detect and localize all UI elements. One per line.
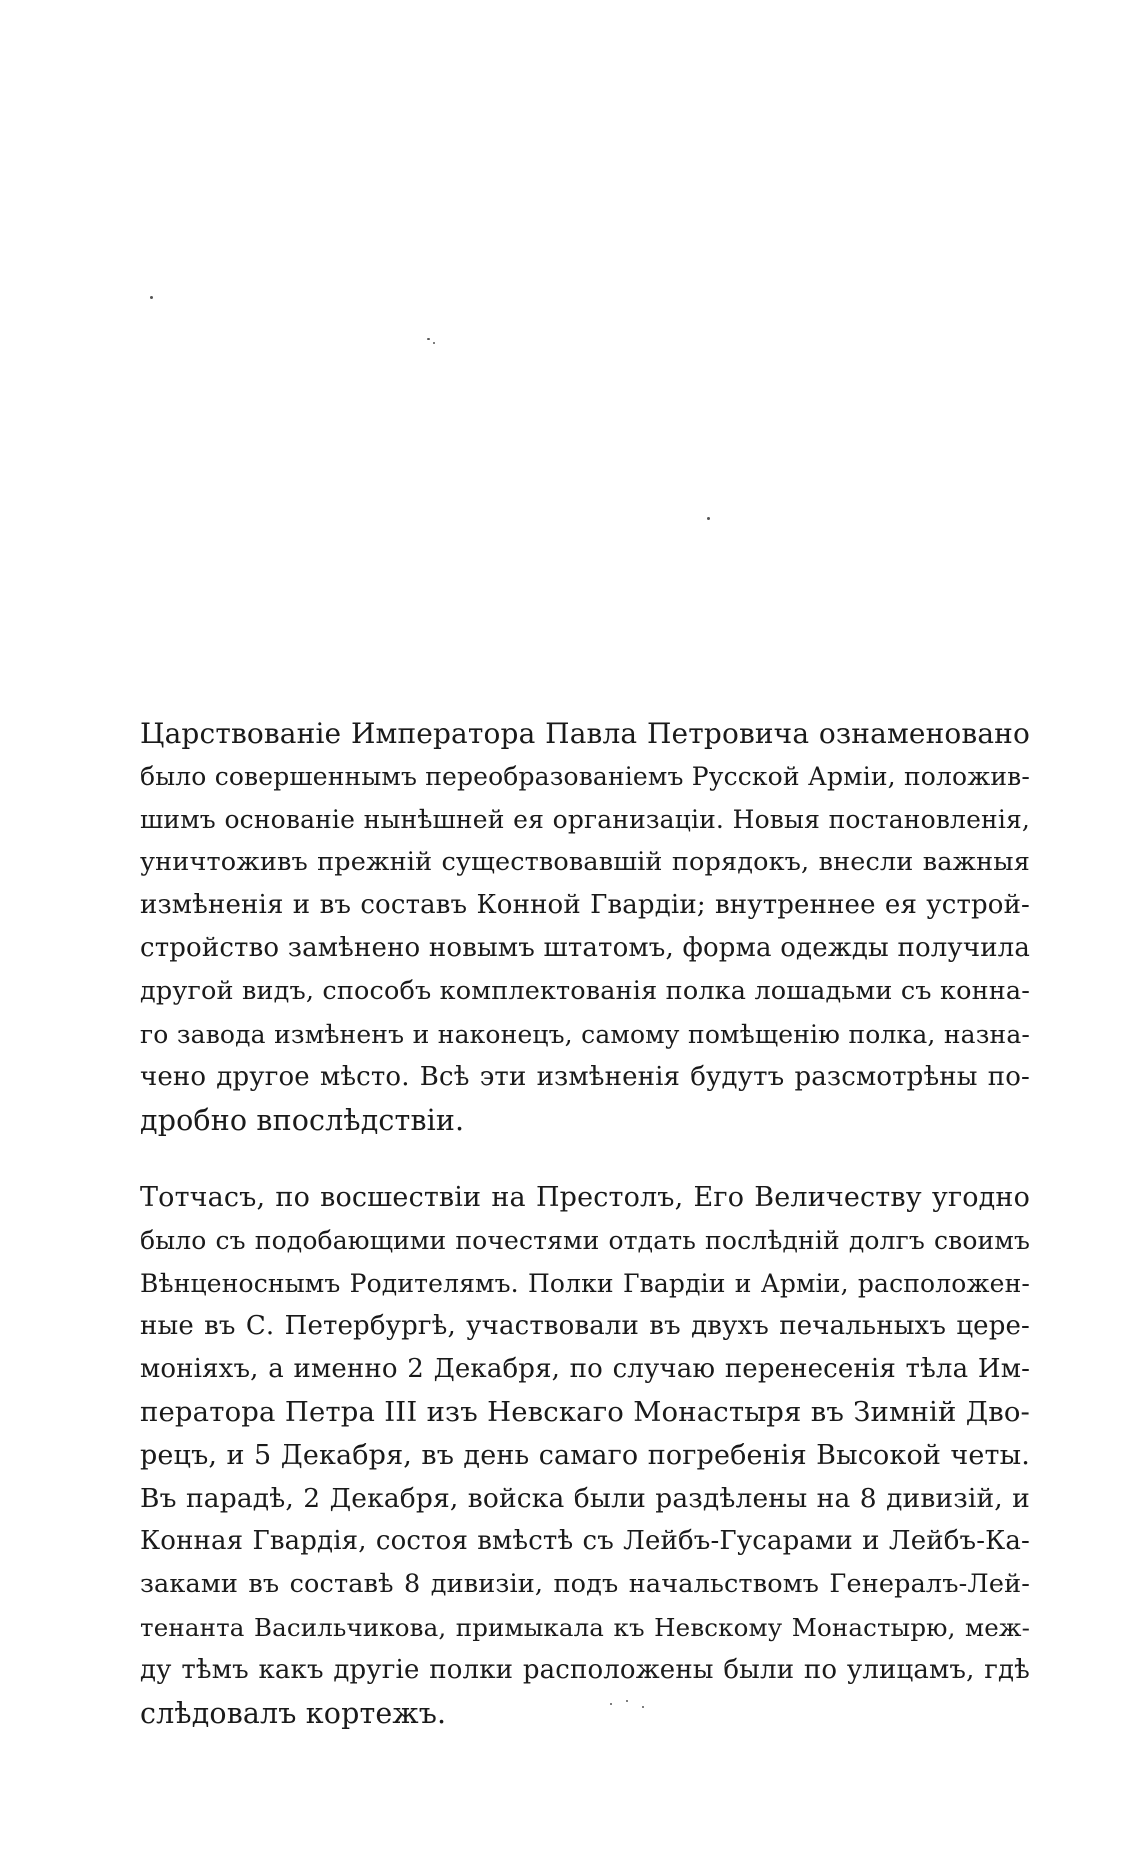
text-line: моніяхъ, а именно 2 Декабря, по случаю перенесенія тѣла Им- <box>140 1354 1030 1384</box>
text-line: тенанта Васильчикова, примыкала къ Невскому Монастырю, меж- <box>140 1613 1030 1642</box>
text-line: слѣдовалъ кортежъ. <box>140 1697 447 1730</box>
body-text <box>140 712 1030 1735</box>
text-line: ду тѣмъ какъ другіе полки расположены были по улицамъ, гдѣ <box>140 1655 1030 1685</box>
scan-speck <box>707 517 710 520</box>
text-line: было совершеннымъ переобразованіемъ Русской Арміи, положив- <box>140 762 1030 791</box>
text-line: другой видъ, способъ комплектованія полка лошадьми съ конна- <box>140 976 1030 1006</box>
text-line: ные въ С. Петербургѣ, участвовали въ двухъ печальныхъ цере- <box>140 1311 1030 1341</box>
text-line: было съ подобающими почестями отдать послѣдній долгъ своимъ <box>140 1226 1030 1255</box>
text-line: уничтоживъ прежній существовавшій порядокъ, внесли важныя <box>140 847 1030 877</box>
scan-speck <box>433 342 435 344</box>
text-line: стройство замѣнено новымъ штатомъ, форма одежды получила <box>140 933 1030 963</box>
scan-speck <box>427 338 430 340</box>
text-line: измѣненія и въ составъ Конной Гвардіи; внутреннее ея устрой- <box>140 890 1030 920</box>
paragraph-2 <box>140 1176 1030 1735</box>
text-line: Царствованіе Императора Павла Петровича ознаменовано <box>140 717 1030 750</box>
text-line: чено другое мѣсто. Всѣ эти измѣненія будутъ разсмотрѣны по- <box>140 1062 1030 1092</box>
text-line: заками въ составѣ 8 дивизіи, подъ начальствомъ Генералъ-Лей- <box>140 1569 1030 1599</box>
text-line: Въ парадѣ, 2 Декабря, войска были раздѣлены на 8 дивизій, и <box>140 1483 1030 1514</box>
text-line: Конная Гвардія, состоя вмѣстѣ съ Лейбъ-Гусарами и Лейбъ-Ка- <box>140 1526 1030 1556</box>
text-line: Тотчасъ, по восшествіи на Престолъ, Его Величеству угодно <box>140 1182 1030 1213</box>
text-line: дробно впослѣдствіи. <box>140 1104 465 1137</box>
text-line: шимъ основаніе нынѣшней ея организаціи. Новыя постановленія, <box>140 805 1030 834</box>
text-line: го завода измѣненъ и наконецъ, самому помѣщенію полка, назна- <box>140 1020 1030 1049</box>
text-line: рецъ, и 5 Декабря, въ день самаго погребенія Высокой четы. <box>140 1440 1030 1471</box>
paragraph-1 <box>140 712 1030 1142</box>
scan-speck <box>150 296 153 299</box>
text-line: Вѣнценоснымъ Родителямъ. Полки Гвардіи и Арміи, расположен- <box>140 1269 1030 1298</box>
text-line: ператора Петра III изъ Невскаго Монастыря въ Зимній Дво- <box>140 1396 1030 1428</box>
